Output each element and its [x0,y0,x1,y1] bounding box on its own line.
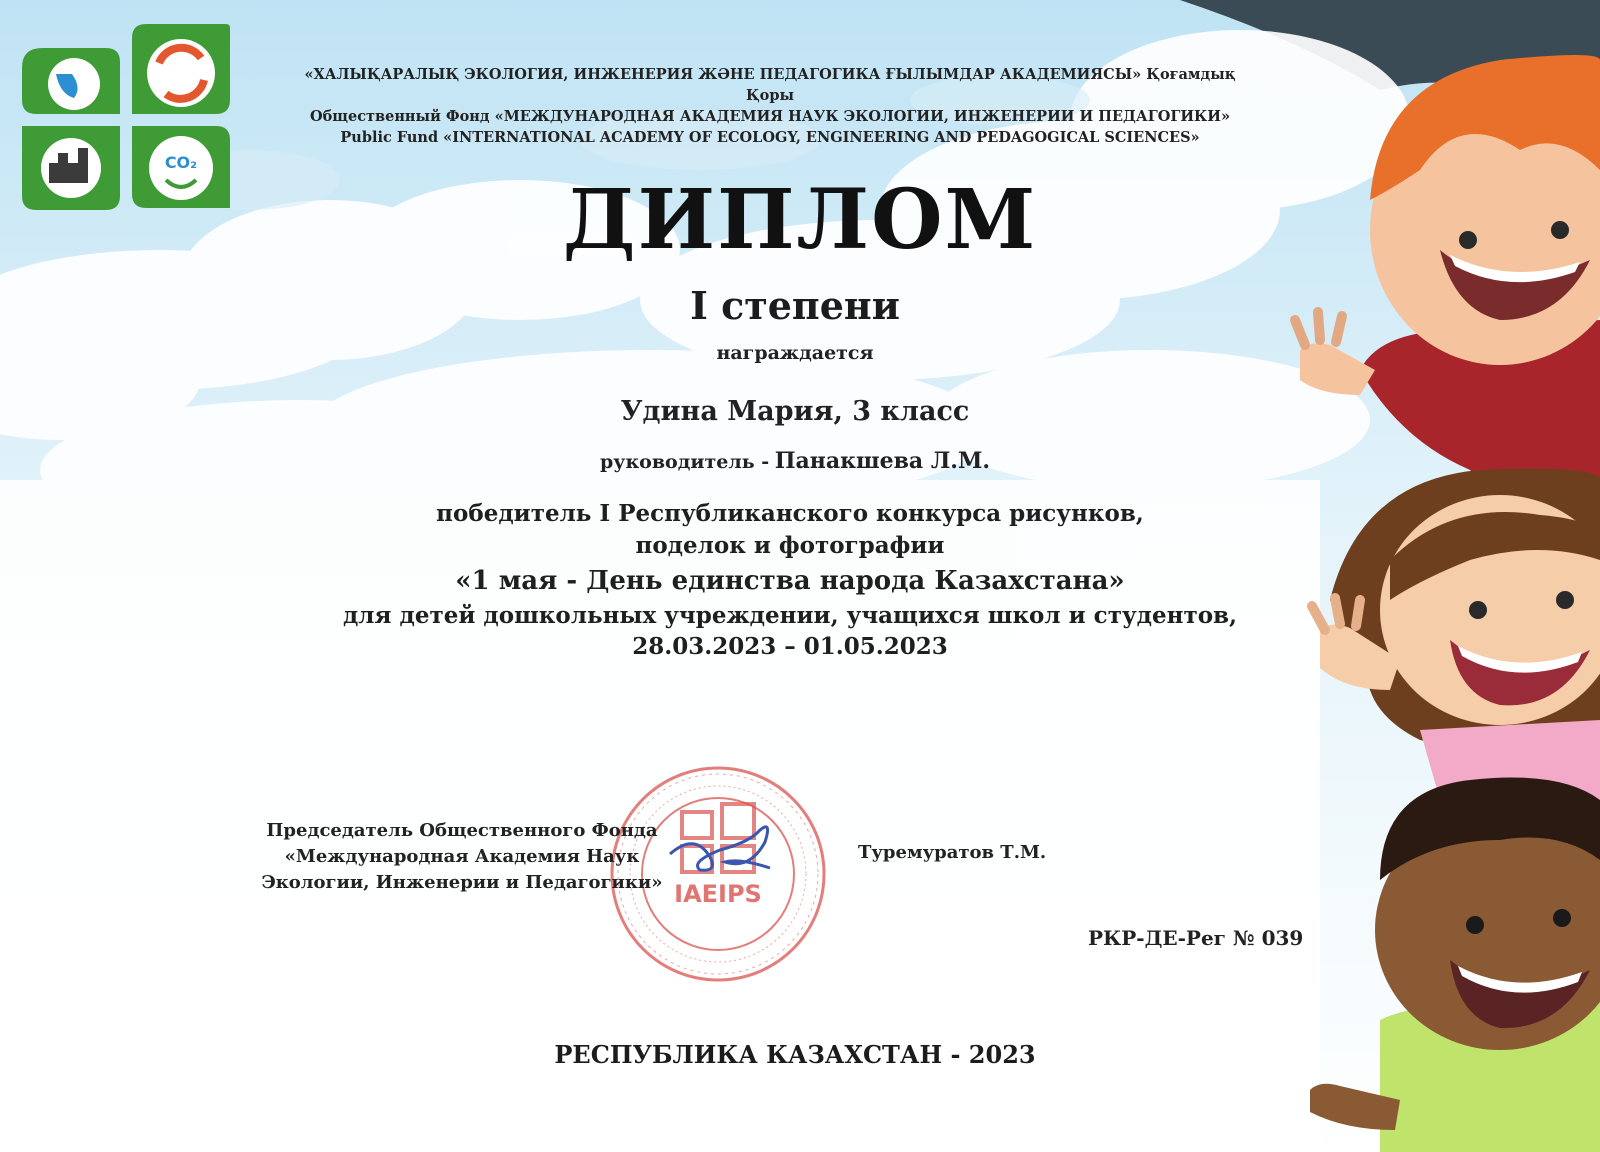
org-name-ru: Общественный Фонд «МЕЖДУНАРОДНАЯ АКАДЕМИЯ НАУК ЭКОЛОГИИ, ИНЖЕНЕРИИ И ПЕДАГОГИКИ» [309,108,1231,125]
academy-logo [16,18,236,218]
chairman-line-3: Экологии, Инженерии и Педагогики» [261,872,663,893]
contest-dates: 28.03.2023 – 01.05.2023 [632,633,948,660]
supervisor-label: руководитель - [600,451,770,473]
signer-name: Туремуратов Т.М. [858,842,1047,863]
diploma-title: ДИПЛОМ [562,172,1038,268]
description-line-4: для детей дошкольных учреждении, учащихся школ и студентов, [342,602,1238,629]
supervisor-name: Панакшева Л.М. [774,448,990,474]
supervisor-line [450,448,1140,474]
registration-number: РКР-ДЕ-Рег № 039 [1088,926,1304,950]
description-line-2: поделок и фотографии [635,532,945,559]
footer-country-year: РЕСПУБЛИКА КАЗАХСТАН - 2023 [554,1040,1036,1069]
recipient-name: Удина Мария, 3 класс [620,396,970,427]
award-description [300,498,1280,662]
chairman-line-1: Председатель Общественного Фонда [266,820,658,841]
org-name-kz: «ХАЛЫҚАРАЛЫҚ ЭКОЛОГИЯ, ИНЖЕНЕРИЯ ЖӘНЕ ПЕДАГОГИКА ҒЫЛЫМДАР АКАДЕМИЯСЫ» Қоғамдық Қоры [304,66,1236,104]
awarded-label: награждается [716,342,874,364]
chairman-line-2: «Международная Академия Наук [284,846,640,867]
chairman-title [252,818,672,896]
organization-header [280,64,1260,148]
diploma-degree: I степени [690,283,900,328]
contest-name: «1 мая - День единства народа Казахстана» [455,566,1125,596]
description-line-1: победитель I Республиканского конкурса рисунков, [436,500,1144,527]
stamp-text: IAEIPS [674,880,762,908]
org-name-en: Public Fund «INTERNATIONAL ACADEMY OF ECOLOGY, ENGINEERING AND PEDAGOGICAL SCIENCES» [340,129,1200,146]
svg-text:CO₂: CO₂ [164,153,198,172]
